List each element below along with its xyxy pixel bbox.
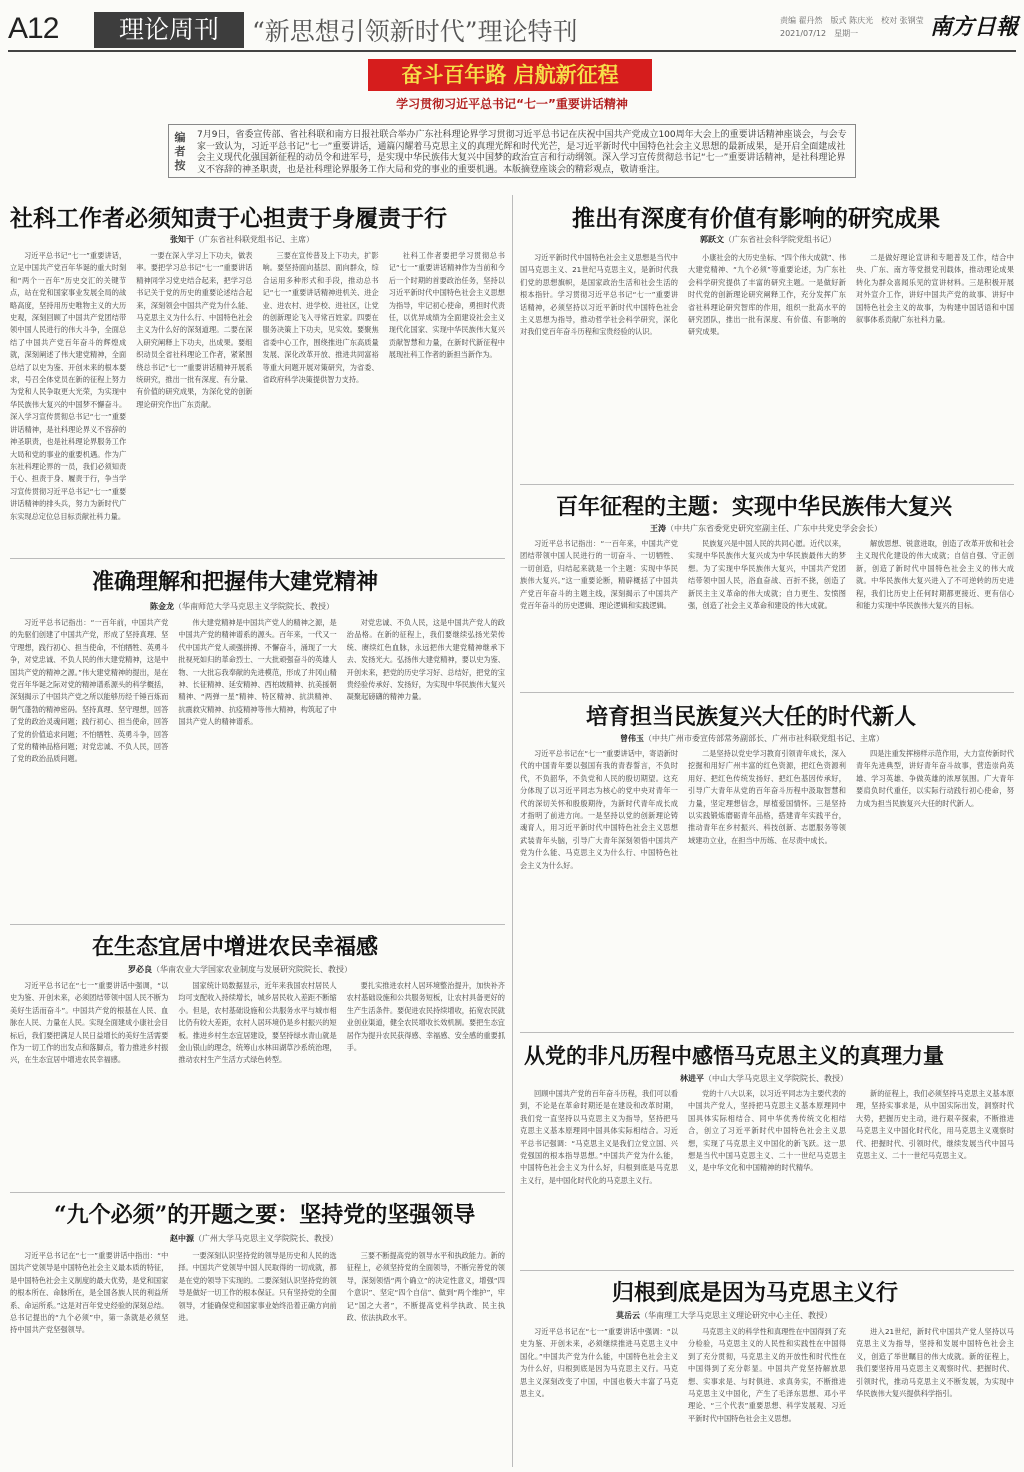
article-research-results (520, 200, 1014, 480)
author-name: 王涛 (650, 524, 666, 533)
article-title: 在生态宜居中增进农民幸福感 (92, 934, 379, 960)
article-duty-social-science (10, 200, 505, 550)
article-column: 三要不断提高党的领导水平和执政能力。新的征程上，必须坚持党的全面领导，不断完善党的领导，深刻领悟“两个确立”的决定性意义，增强“四个意识”、坚定“四个自信”、做到“两个维护”，牢记“国之大者”，不断提高党科学执政、民主执政、依法执政水平。 (346, 1251, 505, 1323)
author-name: 林进平 (680, 1074, 704, 1083)
article-divider (520, 692, 1014, 693)
article-title: 培育担当民族复兴大任的时代新人 (586, 704, 917, 730)
article-rural-wellbeing (10, 930, 505, 1190)
article-column: 国家统计局数据显示，近年来我国农村居民人均可支配收入持续增长，城乡居民收入差距不断缩小。但是，农村基础设施和公共服务水平与城市相比仍有较大差距，农村人居环境仍是乡村振兴的短板。推进乡村生态宜居建设，要坚持绿水青山就是金山银山的理念，统筹山水林田湖草沙系统治理，推动农村生产生活方式绿色转型。 (178, 981, 337, 1065)
article-divider (10, 924, 505, 925)
article-national-rejuvenation (520, 490, 1014, 670)
header-rule (8, 50, 1016, 52)
author-affiliation: （华南理工大学马克思主义理论研究中心主任、教授） (640, 1311, 832, 1320)
article-title: 归根到底是因为马克思主义行 (612, 1280, 899, 1306)
page-number: A12 (8, 12, 59, 45)
article-party-leadership (10, 1198, 505, 1468)
article-byline (150, 601, 334, 612)
author-affiliation: （中共广州市委宣传部常务副部长、广州市社科联党组书记、主席） (644, 734, 884, 743)
author-affiliation: （广东省社会科学院党组书记） (724, 235, 836, 244)
editor-note-text: 7月9日，省委宣传部、省社科联和南方日报社联合举办广东社科理论界学习贯彻习近平总书记在庆祝中国共产党成立100周年大会上的重要讲话精神座谈会，与会专家一致认为，习近平总书记“七一”重要讲话，通篇闪耀着马克思主义的真理光辉和时代光芒，是习近平新时代中国特色社会主义思想的最新成果，是开启全面建成社会主义现代化强国新征程的动员令和进军号，是实现中华民族伟大复兴中国梦的政治宣言和行动纲领。深入学习宣传贯彻总书记“七一”重要讲话精神，是社科理论界义不容辞的神圣职责，也是社科理论界服务工作大局和党的事业的重要机遇。本版摘登座谈会的精彩观点，敬请垂注。 (197, 130, 847, 175)
author-name: 曾伟玉 (620, 734, 644, 743)
article-divider (520, 1270, 1014, 1271)
article-column: 习近平新时代中国特色社会主义思想是当代中国马克思主义、21世纪马克思主义，是新时代我们党的思想旗帜，是国家政治生活和社会生活的根本指针。学习贯彻习近平总书记“七一”重要讲话精神，必须坚持以习近平新时代中国特色社会主义思想为指导，推动哲学社会科学研究，深化对我们党百年奋斗历程和宝贵经验的认识。 (520, 253, 678, 337)
article-column: 对党忠诚、不负人民，这是中国共产党人的政治品格。在新的征程上，我们要继续弘扬光荣传统、赓续红色血脉，永远把伟大建党精神继承下去、发扬光大。弘扬伟大建党精神，要以史为鉴、开创未来，把党的历史学习好、总结好，把党的宝贵经验传承好、发扬好，为实现中华民族伟大复兴凝聚起磅礴的精神力量。 (346, 618, 505, 702)
issue-date: 2021/07/12 星期一 (780, 29, 859, 38)
article-title: 推出有深度有价值有影响的研究成果 (572, 205, 940, 232)
article-byline (650, 523, 882, 534)
article-byline (680, 1073, 848, 1084)
article-column: 解放思想、锐意进取，创造了改革开放和社会主义现代化建设的伟大成就；自信自强、守正创新，创造了新时代中国特色社会主义的伟大成就。中华民族伟大复兴进入了不可逆转的历史进程，我们比历史上任何时期都更接近、更有信心和能力实现中华民族伟大复兴的目标。 (856, 539, 1014, 611)
article-column: 三要在宣传普及上下功夫，扩影响。要坚持面向基层、面向群众，综合运用多种形式和手段，推动总书记“七一”重要讲话精神进机关、进企业、进农村、进学校、进社区，让党的创新理论飞入寻常百姓家。四要在服务决策上下功夫，见实效。要聚焦省委中心工作，围绕推进广东高质量发展、深化改革开放、推进共同富裕等重大问题开展对策研究，为省委、省政府科学决策提供智力支持。 (262, 251, 379, 385)
author-affiliation: （中共广东省委党史研究室副主任、广东中共党史学会会长） (666, 524, 882, 533)
article-column: 四是注重发挥榜样示范作用，大力宣传新时代青年先进典型，讲好青年奋斗故事，营造崇尚英雄、学习英雄、争做英雄的浓厚氛围。广大青年要肩负时代重任，以实际行动践行初心使命，努力成为担当民族复兴大任的时代新人。 (856, 749, 1014, 808)
article-divider (10, 558, 505, 559)
article-column: 社科工作者要把学习贯彻总书记“七一”重要讲话精神作为当前和今后一个时期的首要政治任务，坚持以习近平新时代中国特色社会主义思想为指导，牢记初心使命，勇担时代责任，以优异成绩为全面建设社会主义现代化国家、实现中华民族伟大复兴贡献智慧和力量，在新时代新征程中展现社科工作者的新担当新作为。 (388, 251, 505, 360)
section-label: 理论周刊 (94, 12, 244, 48)
article-divider (520, 1032, 1014, 1033)
editor-note-label: 编者按 (174, 131, 186, 172)
article-new-generation (520, 700, 1014, 1025)
author-affiliation: （中山大学马克思主义学院院长、教授） (704, 1074, 848, 1083)
author-affiliation: （华南农业大学国家农业制度与发展研究院院长、教授） (152, 965, 352, 974)
article-byline (170, 1233, 338, 1244)
author-name: 罗必良 (128, 965, 152, 974)
article-divider (520, 484, 1014, 485)
article-column: 一要在深入学习上下功夫，做表率。要把学习总书记“七一”重要讲话精神同学习党史结合起来，把学习总书记关于党的历史的重要论述结合起来，深刻领会中国共产党为什么能、马克思主义为什么行、中国特色社会主义为什么好的深刻道理。二要在深入研究阐释上下功夫，出成果。要组织动员全省社科理论工作者，紧紧围绕总书记“七一”重要讲话精神开展系统研究，推出一批有深度、有分量、有价值的研究成果，为深化党的创新理论研究作出广东贡献。 (136, 251, 253, 409)
theme-subtitle: 学习贯彻习近平总书记“七一”重要讲话精神 (396, 97, 628, 111)
page-header (0, 0, 1024, 58)
article-column: 进入21世纪，新时代中国共产党人坚持以马克思主义为指导，坚持和发展中国特色社会主义，创造了举世瞩目的伟大成就。新的征程上，我们要坚持用马克思主义观察时代、把握时代、引领时代，推动马克思主义不断发展，为实现中华民族伟大复兴提供科学指引。 (856, 1327, 1014, 1399)
article-column: 马克思主义的科学性和真理性在中国得到了充分检验，马克思主义的人民性和实践性在中国得到了充分贯彻，马克思主义的开放性和时代性在中国得到了充分彰显。中国共产党坚持解放思想、实事求是、与时俱进、求真务实，不断推进马克思主义中国化，产生了毛泽东思想、邓小平理论、“三个代表”重要思想、科学发展观、习近平新时代中国特色社会主义思想。 (688, 1327, 846, 1423)
article-column: 要扎实推进农村人居环境整治提升，加快补齐农村基础设施和公共服务短板，让农村具备更好的生产生活条件。要促进农民持续增收，拓宽农民就业创业渠道，健全农民增收长效机制。要把生态宜居作为提升农民获得感、幸福感、安全感的重要抓手。 (346, 981, 505, 1053)
article-marxism-truth (520, 1040, 1014, 1265)
article-column: 伟大建党精神是中国共产党人的精神之源，是中国共产党的精神谱系的源头。百年来，一代又一代中国共产党人顽强拼搏、不懈奋斗，涌现了一大批视死如归的革命烈士、一大批顽强奋斗的英雄人物、一大批忘我奉献的先进模范，形成了井冈山精神、长征精神、延安精神、西柏坡精神、抗美援朝精神、“两弹一星”精神、特区精神、抗洪精神、抗震救灾精神、抗疫精神等伟大精神，构筑起了中国共产党人的精神谱系。 (178, 618, 337, 727)
article-title: 百年征程的主题：实现中华民族伟大复兴 (556, 494, 953, 520)
article-byline (620, 733, 884, 744)
column-divider (512, 195, 513, 1467)
author-name: 莫岳云 (616, 1311, 640, 1320)
article-column: 小康社会的大历史坐标、“四个伟大成就”、伟大建党精神、“九个必须”等重要论述，为广东社会科学研究提供了丰富的研究主题。一是做好新时代党的创新理论研究阐释工作，充分发挥广东省社科理论研究智库的作用，组织一批高水平的研究团队，推出一批有深度、有价值、有影响的研究成果。 (688, 253, 846, 337)
article-byline (170, 234, 314, 245)
author-affiliation: （广东省社科联党组书记、主席） (194, 235, 314, 244)
editor-note-box (168, 124, 856, 178)
article-column: 新的征程上，我们必须坚持马克思主义基本原理，坚持实事求是，从中国实际出发，洞察时代大势，把握历史主动，进行艰辛探索，不断推进马克思主义中国化时代化，用马克思主义观察时代、把握时代、引领时代，继续发展当代中国马克思主义、二十一世纪马克思主义。 (856, 1089, 1014, 1161)
article-title: 从党的非凡历程中感悟马克思主义的真理力量 (524, 1043, 944, 1068)
author-name: 陈金龙 (150, 602, 174, 611)
editor-credits: 责编 翟丹然 版式 陈庆光 校对 张钢莹 (780, 16, 924, 25)
author-name: 郭跃文 (700, 235, 724, 244)
article-column: 习近平总书记在“七一”重要讲话中强调：“以史为鉴、开创未来，必须继续推进马克思主义中国化。”中国共产党为什么能，中国特色社会主义为什么好，归根到底是因为马克思主义行。马克思主义深刻改变了中国，中国也极大丰富了马克思主义。 (520, 1327, 678, 1399)
special-issue-title: “新思想引领新时代”理论特刊 (252, 17, 578, 46)
author-affiliation: （广州大学马克思主义学院院长、教授） (194, 1234, 338, 1243)
article-column: 习近平总书记“七一”重要讲话，立足中国共产党百年华诞的重大时刻和“两个一百年”历史交汇的关键节点，站在党和国家事业发展全局的战略高度，坚持用历史唯物主义的大历史观，深刻回顾了中国共产党团结带领中国人民进行的伟大斗争，全面总结了中国共产党百年奋斗的辉煌成就，深刻阐述了伟大建党精神，全面总结了以史为鉴、开创未来的根本要求，号召全体党员在新的征程上努力为党和人民争取更大光荣，为实现中华民族伟大复兴的中国梦不懈奋斗。深入学习宣传贯彻总书记“七一”重要讲话精神，是社科理论界义不容辞的神圣职责，也是社科理论界服务工作大局和党的事业的重要机遇。作为广东社科理论界的一员，我们必须知责于心、担责于身、履责于行，争当学习宣传贯彻习近平总书记“七一”重要讲话精神的排头兵，努力为新时代广东实现总定位总目标贡献社科力量。 (10, 251, 127, 521)
author-name: 张知干 (170, 235, 194, 244)
newspaper-logo: 南方日報 (930, 14, 1019, 40)
article-column: 习近平总书记在“七一”重要讲话中，寄语新时代的中国青年要以强国有我的青春誓言，不负时代，不负韶华，不负党和人民的殷切期望。这充分体现了以习近平同志为核心的党中央对青年一代的深切关怀和殷殷期待，为新时代青年成长成才指明了前进方向。一是坚持以党的创新理论铸魂育人，用习近平新时代中国特色社会主义思想武装青年头脑，引导广大青年深刻领悟中国共产党为什么能、马克思主义为什么行、中国特色社会主义为什么好。 (520, 749, 678, 870)
article-column: 习近平总书记在“七一”重要讲话中指出：“中国共产党领导是中国特色社会主义最本质的特征，是中国特色社会主义制度的最大优势，是党和国家的根本所在、命脉所在，是全国各族人民的利益所系、命运所系。”这是对百年党史经验的深刻总结。总书记提出的“九个必须”中，第一条就是必须坚持中国共产党坚强领导。 (10, 1251, 169, 1335)
theme-banner: 奋斗百年路 启航新征程 (368, 59, 652, 91)
article-column: 二是做好理论宣讲和专题普及工作，结合中央、广东、南方等党报党刊载体，推动理论成果转化为群众喜闻乐见的宣讲材料。三是积极开展对外宣介工作，讲好中国共产党的故事、讲好中国特色社会主义的故事，为构建中国话语和中国叙事体系贡献广东社科力量。 (856, 253, 1014, 325)
article-column: 习近平总书记指出：“一百年前，中国共产党的先驱们创建了中国共产党，形成了坚持真理、坚守理想，践行初心、担当使命，不怕牺牲、英勇斗争，对党忠诚、不负人民的伟大建党精神，这是中国共产党的精神之源。”伟大建党精神的提出，是在党百年华诞之际对党的精神谱系源头的科学概括，深刻揭示了中国共产党之所以能够历经千锤百炼而朝气蓬勃的精神密码。坚持真理、坚守理想，回答了党的政治灵魂问题；践行初心、担当使命，回答了党的价值追求问题；不怕牺牲、英勇斗争，回答了党的精神品格问题；对党忠诚、不负人民，回答了党的政治品质问题。 (10, 618, 169, 764)
article-byline (616, 1310, 832, 1321)
editor-meta (780, 14, 924, 40)
article-title: “九个必须”的开题之要：坚持党的坚强领导 (54, 1202, 476, 1228)
article-column: 习近平总书记指出：“一百年来，中国共产党团结带领中国人民进行的一切奋斗、一切牺牲、一切创造，归结起来就是一个主题：实现中华民族伟大复兴。”这一重要论断，精辟概括了中国共产党百年奋斗的主题主线，深刻揭示了中国共产党百年奋斗的历史逻辑、理论逻辑和实践逻辑。 (520, 539, 678, 611)
article-party-spirit (10, 565, 505, 920)
article-column: 一要深刻认识坚持党的领导是历史和人民的选择。中国共产党领导中国人民取得的一切成就，都是在党的领导下实现的。二要深刻认识坚持党的领导是做好一切工作的根本保证。只有坚持党的全面领导，才能确保党和国家事业始终沿着正确方向前进。 (178, 1251, 337, 1323)
article-column: 习近平总书记在“七一”重要讲话中强调，“以史为鉴、开创未来，必须团结带领中国人民不断为美好生活而奋斗”。中国共产党的根基在人民、血脉在人民、力量在人民。实现全面建成小康社会目标后，我们要把满足人民日益增长的美好生活需要作为一切工作的出发点和落脚点，着力推进乡村振兴，在生态宜居中增进农民幸福感。 (10, 981, 169, 1065)
article-column: 党的十八大以来，以习近平同志为主要代表的中国共产党人，坚持把马克思主义基本原理同中国具体实际相结合、同中华优秀传统文化相结合，创立了习近平新时代中国特色社会主义思想，实现了马克思主义中国化的新飞跃。这一思想是当代中国马克思主义、二十一世纪马克思主义，是中华文化和中国精神的时代精华。 (688, 1089, 846, 1173)
article-title: 准确理解和把握伟大建党精神 (92, 569, 379, 595)
author-name: 赵中源 (170, 1234, 194, 1243)
article-column: 二是坚持以党史学习教育引领青年成长，深入挖掘和用好广州丰富的红色资源，把红色资源利用好、把红色传统发扬好、把红色基因传承好，引导广大青年从党的百年奋斗历程中汲取智慧和力量，坚定理想信念，厚植爱国情怀。三是坚持以实践锻炼磨砺青年品格，搭建青年实践平台，推动青年在乡村振兴、科技创新、志愿服务等领域建功立业，在担当中历练、在尽责中成长。 (688, 749, 846, 845)
article-byline (128, 964, 352, 975)
article-column: 民族复兴是中国人民的共同心愿。近代以来，实现中华民族伟大复兴成为中华民族最伟大的梦想。为了实现中华民族伟大复兴，中国共产党团结带领中国人民，浴血奋战、百折不挠，创造了新民主主义革命的伟大成就；自力更生、发愤图强，创造了社会主义革命和建设的伟大成就。 (688, 539, 846, 611)
article-byline (700, 234, 836, 245)
article-column: 回顾中国共产党的百年奋斗历程，我们可以看到，不论是在革命时期还是在建设和改革时期，我们党一直坚持以马克思主义为指导，坚持把马克思主义基本原理同中国具体实际相结合。习近平总书记强调：“马克思主义是我们立党立国、兴党强国的根本指导思想。”中国共产党为什么能，中国特色社会主义为什么好，归根到底是马克思主义行，是中国化时代化的马克思主义行。 (520, 1089, 678, 1185)
article-divider (10, 1192, 505, 1193)
article-title: 社科工作者必须知责于心担责于身履责于行 (10, 205, 447, 232)
article-marxism-works (520, 1276, 1014, 1468)
author-affiliation: （华南师范大学马克思主义学院院长、教授） (174, 602, 334, 611)
